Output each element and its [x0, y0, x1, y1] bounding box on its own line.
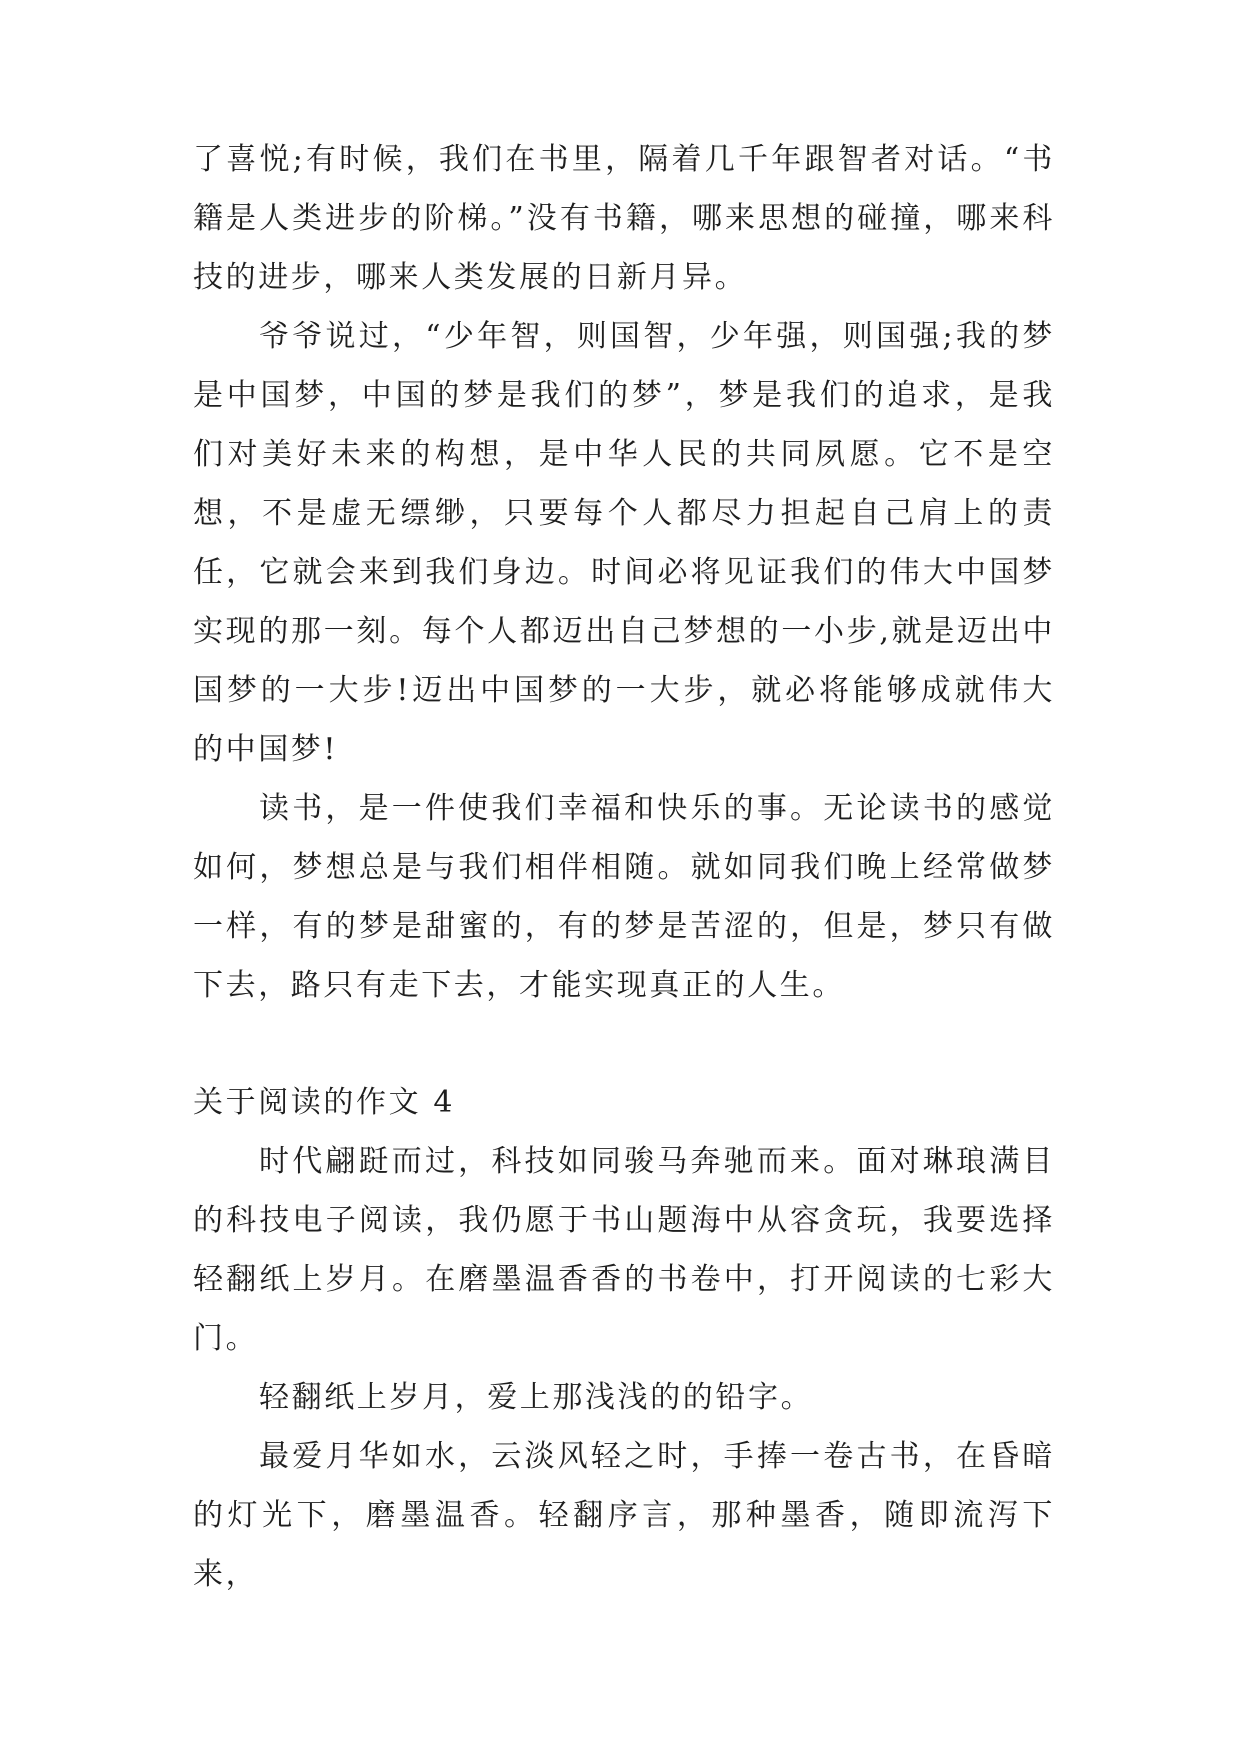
paragraph-paper-pages: 轻翻纸上岁月，爱上那浅浅的的铅字。: [259, 1380, 814, 1415]
paragraph-reading-happiness: 读书，是一件使我们幸福和快乐的事。无论读书的感觉如何，梦想总是与我们相伴相随。就如同我们晚上经常做梦一样，有的梦是甜蜜的，有的梦是苦涩的，但是，梦只有做下去，路只有走下去，才能实现真正的人生。: [193, 791, 1055, 1003]
paragraph-chinese-dream: 爷爷说过，“少年智，则国智，少年强，则国强;我的梦是中国梦，中国的梦是我们的梦”，梦是我们的追求，是我们对美好未来的构想，是中华人民的共同夙愿。它不是空想，不是虚无缥缈，只要每个人都尽力担起自己肩上的责任，它就会来到我们身边。时间必将见证我们的伟大中国梦实现的那一刻。每个人都迈出自己梦想的一小步,就是迈出中国梦的一大步!迈出中国梦的一大步，就必将能够成就伟大的中国梦!: [193, 319, 1055, 767]
paragraph-era-technology: 时代翩跹而过，科技如同骏马奔驰而来。面对琳琅满目的科技电子阅读，我仍愿于书山题海中从容贪玩，我要选择轻翻纸上岁月。在磨墨温香香的书卷中，打开阅读的七彩大门。: [193, 1144, 1055, 1356]
paragraph-continuation: 了喜悦;有时候，我们在书里，隔着几千年跟智者对话。“书籍是人类进步的阶梯。”没有书籍，哪来思想的碰撞，哪来科技的进步，哪来人类发展的日新月异。: [193, 142, 1055, 295]
section-heading: 关于阅读的作文 4: [193, 1085, 456, 1120]
document-body: [193, 130, 1055, 1604]
paragraph-moonlight-reading: 最爱月华如水，云淡风轻之时，手捧一卷古书，在昏暗的灯光下，磨墨温香。轻翻序言，那种墨香，随即流泻下来，: [193, 1439, 1055, 1592]
